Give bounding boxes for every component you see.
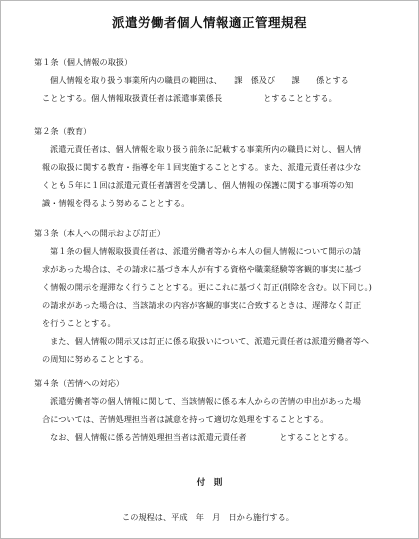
article-text-line: 合については、苦情処理担当者は誠意を持って適切な処理をすることとする。	[42, 414, 329, 424]
supplementary-heading: 付 則	[196, 478, 223, 488]
article-text-line: 報の取扱に関する教育・指導を年１回実施することとする。また、派遣元責任者は少な	[42, 162, 362, 172]
article-text-line: の周知に努めることとする。	[42, 354, 149, 364]
article-heading: 第３条（本人への開示および訂正）	[34, 228, 166, 238]
article-text-line: 派遣労働者等の個人情報に関して、当該情報に係る本人からの苦情の申出があった場	[50, 396, 361, 406]
article-text-line: なお、個人情報に係る苦情処理担当者は派遣元責任者 とすることとする。	[50, 432, 353, 442]
article-text-line: 派遣元責任者は、個人情報を取り扱う前条に記載する事業所内の職員に対し、個人情	[50, 144, 362, 154]
article-text-line: また、個人情報の開示又は訂正に係る取扱いについて、派遣元責任者は派遣労働者等へ	[50, 336, 369, 346]
article-text-line: く情報の開示を遅滞なく行うこととする。更にこれに基づく訂正(削除を含む。以下同じ。)	[42, 282, 372, 292]
article-text-line: の請求があった場合は、当該請求の内容が客観的事実に合致するときは、遅滞なく訂正	[42, 300, 362, 310]
article-heading: 第２条（教育）	[34, 126, 92, 136]
article-text-line: 第１条の個人情報取扱責任者は、派遣労働者等から本人の個人情報について開示の請	[50, 246, 361, 256]
article-text-line: を行うこととする。	[42, 318, 116, 328]
article-text-line: 識・情報を得るよう努めることとする。	[42, 198, 190, 208]
article-text-line: くとも５年に１回は派遣元責任者講習を受講し、個人情報の保護に関する事項等の知	[42, 180, 354, 190]
article-text-line: 個人情報を取り扱う事業所内の職員の範囲は、 課 係及び 課 係とする	[50, 75, 349, 85]
article-heading: 第４条（苦情への対応）	[34, 378, 125, 388]
article-text-line: こととする。個人情報取扱責任者は派遣事業係長 とすることとする。	[42, 93, 337, 103]
article-text-line: 求があった場合は、その請求に基づき本人が有する資格や職業経験等客観的事実に基づ	[42, 264, 362, 274]
supplementary-text: この規程は、平成 年 月 日から施行する。	[122, 512, 294, 522]
document-title: 派遣労働者個人情報適正管理規程	[111, 15, 307, 30]
article-heading: 第１条（個人情報の取扱）	[34, 57, 133, 67]
